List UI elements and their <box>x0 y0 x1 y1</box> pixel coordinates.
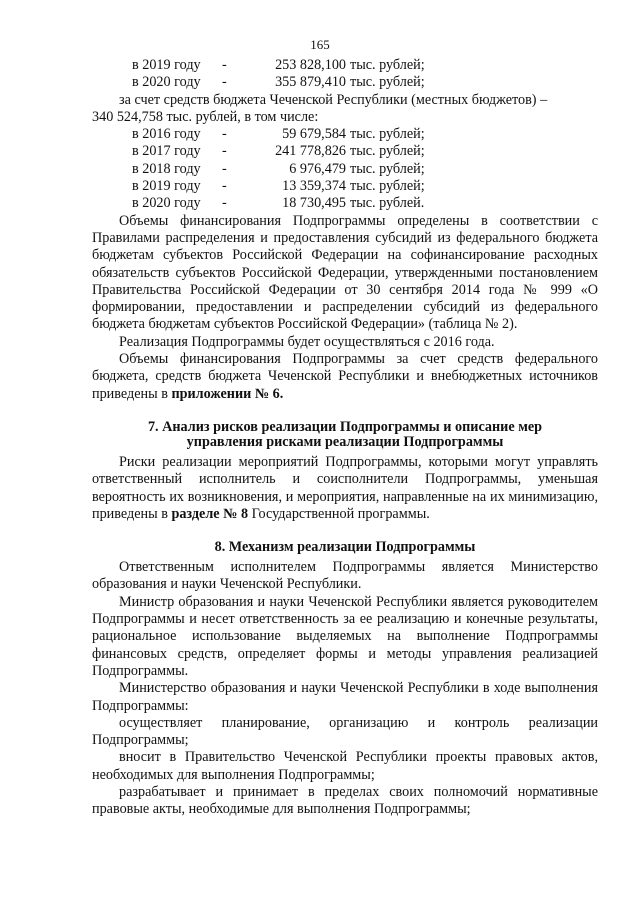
funding-unit: тыс. рублей. <box>350 195 425 212</box>
page-number: 165 <box>310 37 330 52</box>
funding-unit: тыс. рублей; <box>350 178 425 195</box>
paragraph-funding-volumes: Объемы финансирования Подпрограммы определены в соответствии с Правилами распределения и предоставления субсидий из федерального бюджета бюджетам субъектов Российской Федерации на софинансирование расходных обязательств субъектов Российской Федерации, утвержденными постановлением Правительства Российской Федерации от 30 сентября 2014 года № 999 «О формировании, предоставлении и распределении субсидий из федерального бюджета бюджетам субъектов Российской Федерации» (таблица № 2). <box>92 212 598 333</box>
funding-unit: тыс. рублей; <box>350 57 425 73</box>
funding-amount: 18 730,495 <box>282 195 346 212</box>
funding-amount: 241 778,826 <box>275 143 346 160</box>
funding-dash: - <box>222 57 227 73</box>
funding-dash: - <box>222 143 227 160</box>
funding-amount: 13 359,374 <box>282 178 346 195</box>
funding-amount: 355 879,410 <box>275 74 346 91</box>
federal-funding-by-year <box>92 57 598 92</box>
section-7-heading: 7. Анализ рисков реализации Подпрограммы и описание мер управления рисками реализации Подпрограммы <box>147 418 543 450</box>
funding-amount: 6 976,479 <box>289 160 346 177</box>
paragraph-funding-sources: Объемы финансирования Подпрограммы за счет средств федерального бюджета, средств бюджета Чеченской Республики и внебюджетных источников приведены в приложении № 6. <box>92 351 598 402</box>
page-content <box>92 57 598 819</box>
funding-year: в 2019 году <box>132 178 201 195</box>
paragraph-ministry-duties: Министерство образования и науки Чеченской Республики в ходе выполнения Подпрограммы: <box>92 680 598 714</box>
funding-year-row <box>92 57 598 74</box>
regional-funding-by-year <box>92 126 598 212</box>
funding-year-row <box>92 178 598 195</box>
funding-unit: тыс. рублей; <box>350 143 425 160</box>
duty-list-item: вносит в Правительство Чеченской Республики проекты правовых актов, необходимых для выполнения Подпрограммы; <box>92 749 598 783</box>
funding-amount: 59 679,584 <box>282 126 346 143</box>
funding-unit: тыс. рублей; <box>350 126 425 143</box>
funding-dash: - <box>222 178 227 195</box>
section-8-heading: 8. Механизм реализации Подпрограммы <box>214 539 476 556</box>
paragraph-minister: Министр образования и науки Чеченской Республики является руководителем Подпрограммы и несет ответственность за ее реализацию и конечные результаты, рациональное использование выделяемых на выполнение Подпрограммы финансовых средств, определяет формы и методы управления реализацией Подпрограммы. <box>92 593 598 679</box>
funding-year: в 2019 году <box>132 57 201 73</box>
funding-unit: тыс. рублей; <box>350 74 425 91</box>
funding-year-row <box>92 143 598 160</box>
funding-year-row <box>92 195 598 212</box>
funding-year: в 2020 году <box>132 195 201 212</box>
funding-year-row <box>92 126 598 143</box>
paragraph-responsible-executor: Ответственным исполнителем Подпрограммы является Министерство образования и науки Чеченской Республики. <box>92 559 598 593</box>
section-reference: разделе № 8 <box>171 505 249 522</box>
funding-year: в 2016 году <box>132 126 201 143</box>
funding-year-row <box>92 161 598 178</box>
funding-year: в 2017 году <box>132 143 201 160</box>
duty-list-item: разрабатывает и принимает в пределах своих полномочий нормативные правовые акты, необходимые для выполнения Подпрограммы; <box>92 783 598 818</box>
funding-unit: тыс. рублей; <box>350 160 425 177</box>
funding-year-row <box>92 74 598 91</box>
paragraph-risks: Риски реализации мероприятий Подпрограммы, которыми могут управлять ответственный исполнитель и соисполнители Подпрограммы, уменьшая вероятность их возникновения, и мероприятия, направленные на их минимизацию, приведены в разделе № 8 Государственной программы. <box>92 453 598 522</box>
funding-year: в 2020 году <box>132 74 201 91</box>
funding-dash: - <box>222 160 227 177</box>
funding-dash: - <box>222 126 227 143</box>
regional-funding-total: 340 524,758 тыс. рублей, в том числе: <box>92 108 319 125</box>
ministry-duties-list <box>92 715 598 819</box>
funding-amount: 253 828,100 <box>275 57 346 73</box>
duty-list-item: осуществляет планирование, организацию и контроль реализации Подпрограммы; <box>92 714 598 749</box>
paragraph-implementation-start: Реализация Подпрограммы будет осуществляться с 2016 года. <box>119 333 495 350</box>
funding-year: в 2018 году <box>132 160 201 177</box>
funding-dash: - <box>222 195 227 212</box>
appendix-reference: приложении № 6. <box>171 385 284 402</box>
regional-funding-intro: за счет средств бюджета Чеченской Республики (местных бюджетов) – <box>119 91 548 108</box>
funding-dash: - <box>222 74 227 91</box>
